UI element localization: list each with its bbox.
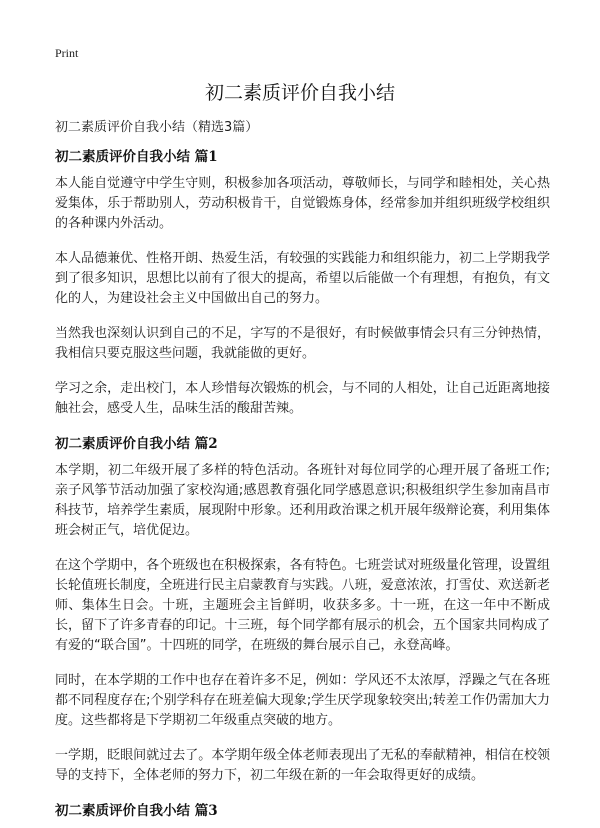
print-link[interactable]: Print <box>55 46 79 60</box>
paragraph: 本学期，初二年级开展了多样的特色活动。各班针对每位同学的心理开展了备班工作;亲子风筝节活动加强了家校沟通;感恩教育强化同学感恩意识;积极组织学生参加南昌市科技节，培养学生素质，展现附中形象。还利用政治课之机开展年级辩论赛，利用集体班会树正气，培优促边。 <box>55 463 550 538</box>
paragraph: 同时，在本学期的工作中也存在着许多不足，例如：学风还不太浓厚，浮躁之气在各班都不同程度存在;个别学科存在班差偏大现象;学生厌学现象较突出;转差工作仍需加大力度。这些都将是下学期初二年级重点突破的地方。 <box>55 673 550 728</box>
section-heading-2: 初二素质评价自我小结 篇2 <box>55 436 218 452</box>
section-heading-3: 初二素质评价自我小结 篇3 <box>55 803 218 819</box>
paragraph: 在这个学期中，各个班级也在积极探索，各有特色。七班尝试对班级量化管理，设置组长轮值班长制度，全班进行民主启蒙教育与实践。八班，爱意浓浓，打雪仗、欢送新老师、集体生日会。十班，主题班会主旨鲜明，收获多多。十一班，在这一年中不断成长，留下了许多青春的印记。十三班，每个同学都有展示的机会，五个国家共同构成了有爱的“联合国”。十四班的同学，在班级的舞台展示自己，永登高峰。 <box>55 558 550 653</box>
paragraph: 本人品德兼优、性格开朗、热爱生活，有较强的实践能力和组织能力，初二上学期我学到了很多知识，思想比以前有了很大的提高，希望以后能做一个有理想，有抱负，有文化的人，为建设社会主义中国做出自己的努力。 <box>55 251 550 306</box>
page-title: 初二素质评价自我小结 <box>204 82 395 104</box>
paragraph: 一学期，眨眼间就过去了。本学期年级全体老师表现出了无私的奉献精神，相信在校领导的支持下，全体老师的努力下，初二年级在新的一年会取得更好的成绩。 <box>55 748 550 783</box>
section-heading-1: 初二素质评价自我小结 篇1 <box>55 149 218 165</box>
document-subtitle: 初二素质评价自我小结（精选3篇） <box>55 120 259 135</box>
paragraph: 学习之余，走出校门，本人珍惜每次锻炼的机会，与不同的人相处，让自己近距离地接触社会，感受人生，品味生活的酸甜苦辣。 <box>55 381 550 416</box>
article-body <box>55 147 550 828</box>
paragraph: 当然我也深刻认识到自己的不足，字写的不是很好，有时候做事情会只有三分钟热情，我相信只要克服这些问题，我就能做的更好。 <box>55 326 550 361</box>
paragraph: 本人能自觉遵守中学生守则，积极参加各项活动，尊敬师长，与同学和睦相处，关心热爱集体，乐于帮助别人，劳动积极肯干，自觉锻炼身体，经常参加并组织班级学校组织的各种课内外活动。 <box>55 176 550 231</box>
